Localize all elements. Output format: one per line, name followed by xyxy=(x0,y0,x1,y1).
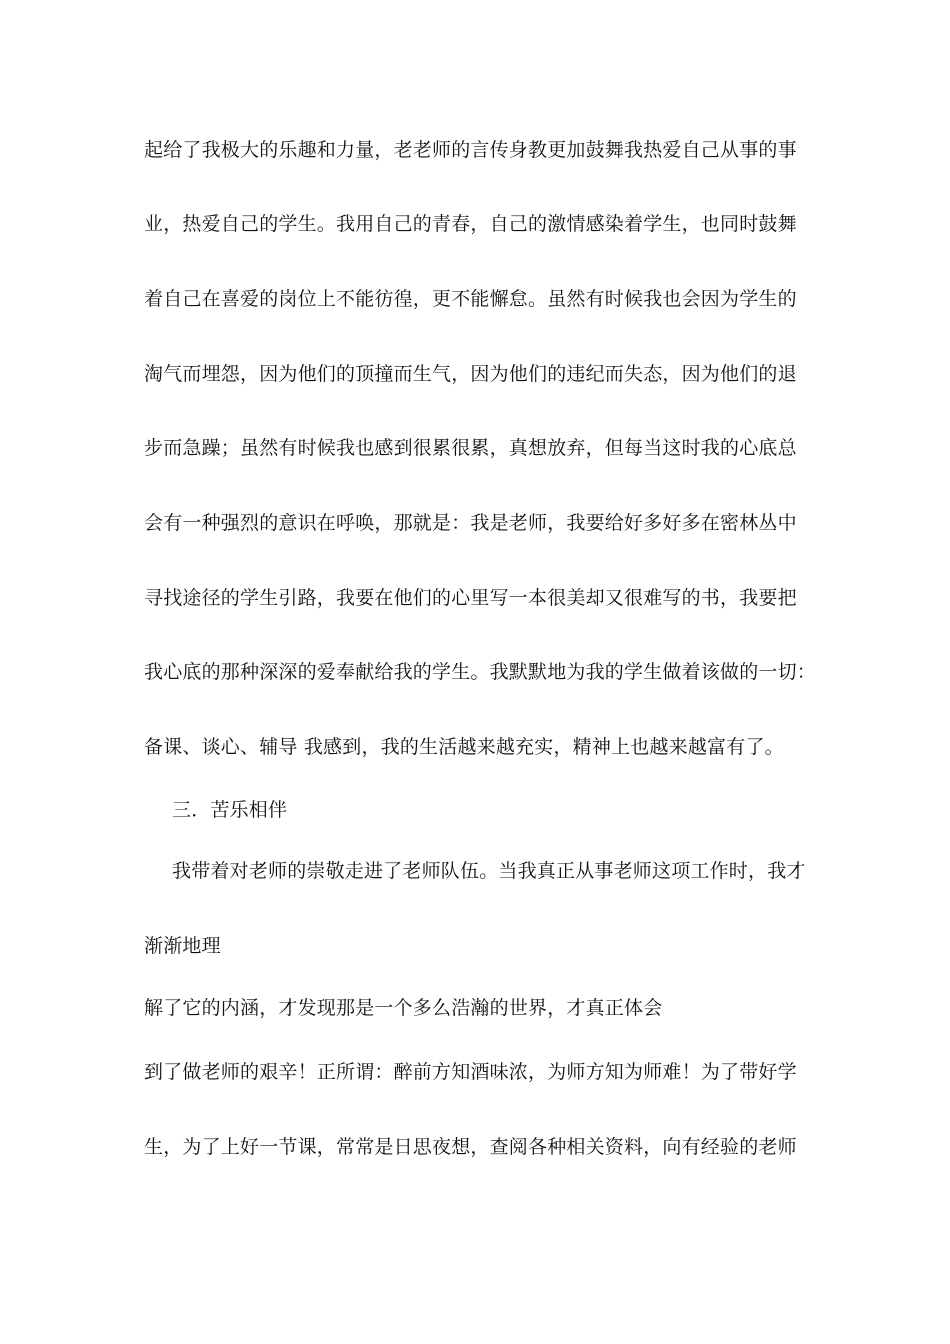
paragraph-line-6: 会有一种强烈的意识在呼唤，那就是：我是老师，我要给好多好多在密林丛中 xyxy=(144,512,797,534)
paragraph-line-4: 淘气而埋怨，因为他们的顶撞而生气，因为他们的违纪而失态，因为他们的退 xyxy=(144,363,797,385)
paragraph-line-13: 到了做老师的艰辛！正所谓：醉前方知酒味浓，为师方知为师难！为了带好学 xyxy=(144,1061,797,1083)
paragraph-line-1: 起给了我极大的乐趣和力量，老老师的言传身教更加鼓舞我热爱自己从事的事 xyxy=(144,139,797,161)
paragraph-line-10: 我带着对老师的崇敬走进了老师队伍。当我真正从事老师这项工作时，我才 xyxy=(172,860,806,882)
paragraph-line-11: 渐渐地理 xyxy=(144,935,221,957)
paragraph-line-8: 我心底的那种深深的爱奉献给我的学生。我默默地为我的学生做着该做的一切： xyxy=(144,661,817,683)
section-heading: 三．苦乐相伴 xyxy=(172,799,288,821)
paragraph-line-7: 寻找途径的学生引路，我要在他们的心里写一本很美却又很难写的书，我要把 xyxy=(144,587,797,609)
paragraph-line-9: 备课、谈心、辅导 我感到，我的生活越来越充实，精神上也越来越富有了。 xyxy=(144,736,784,758)
paragraph-line-14: 生，为了上好一节课，常常是日思夜想，查阅各种相关资料，向有经验的老师 xyxy=(144,1136,797,1158)
paragraph-line-5: 步而急躁；虽然有时候我也感到很累很累，真想放弃，但每当这时我的心底总 xyxy=(144,437,797,459)
paragraph-line-3: 着自己在喜爱的岗位上不能彷徨，更不能懈怠。虽然有时候我也会因为学生的 xyxy=(144,288,797,310)
paragraph-line-12: 解了它的内涵，才发现那是一个多么浩瀚的世界，才真正体会 xyxy=(144,997,663,1019)
paragraph-line-2: 业，热爱自己的学生。我用自己的青春，自己的激情感染着学生，也同时鼓舞 xyxy=(144,213,797,235)
